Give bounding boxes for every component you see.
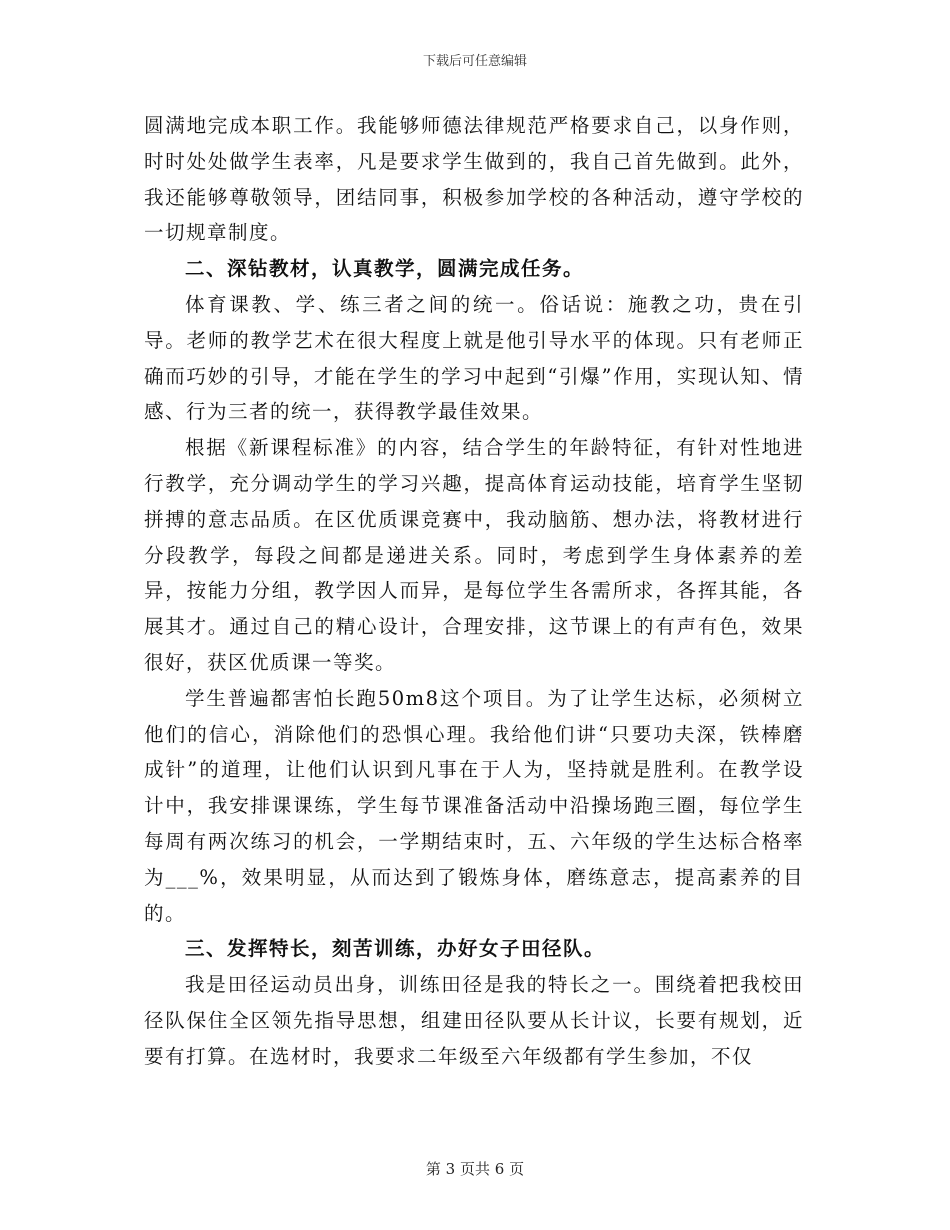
section-heading-2: 二、深钻教材，认真教学，圆满完成任务。 [184,257,584,281]
document-body [144,108,804,1075]
paragraph-continuation: 圆满地完成本职工作。我能够师德法律规范严格要求自己，以身作则，时时处处做学生表率，凡是要求学生做到的，我自己首先做到。此外，我还能够尊敬领导，团结同事，积极参加学校的各种活动，遵守学校的一切规章制度。 [144,114,804,245]
paragraph-teaching-unity: 体育课教、学、练三者之间的统一。俗话说：施教之功，贵在引导。老师的教学艺术在很大程度上就是他引导水平的体现。只有老师正确而巧妙的引导，才能在学生的学习中起到“引爆”作用，实现认知、情感、行为三者的统一，获得教学最佳效果。 [144,292,804,424]
paragraph-track-team: 我是田径运动员出身，训练田径是我的特长之一。围绕着把我校田径队保住全区领先指导思想，组建田径队要从长计议，长要有规划，近要有打算。在选材时，我要求二年级至六年级都有学生参加，不仅 [144,973,804,1068]
section-heading-3: 三、发挥特长，刻苦训练，办好女子田径队。 [184,937,605,961]
paragraph-curriculum-standard: 根据《新课程标准》的内容，结合学生的年龄特征，有针对性地进行教学，充分调动学生的学习兴趣，提高体育运动技能，培育学生坚韧拼搏的意志品质。在区优质课竞赛中，我动脑筋、想办法，将教材进行分段教学，每段之间都是递进关系。同时，考虑到学生身体素养的差异，按能力分组，教学因人而异，是每位学生各需所求，各挥其能，各展其才。通过自己的精心设计，合理安排，这节课上的有声有色，效果很好，获区优质课一等奖。 [144,436,804,674]
page-header: 下载后可任意编辑 [422,54,527,69]
paragraph-long-distance-running: 学生普遍都害怕长跑50m8这个项目。为了让学生达标，必须树立他们的信心，消除他们的恐惧心理。我给他们讲“只要功夫深，铁棒磨成针”的道理，让他们认识到凡事在于人为，坚持就是胜利。在教学设计中，我安排课课练，学生每节课准备活动中沿操场跑三圈，每位学生每周有两次练习的机会，一学期结束时，五、六年级的学生达标合格率为___%，效果明显，从而达到了锻炼身体，磨练意志，提高素养的目的。 [144,686,804,925]
page-number: 第 3 页共 6 页 [425,1160,525,1178]
